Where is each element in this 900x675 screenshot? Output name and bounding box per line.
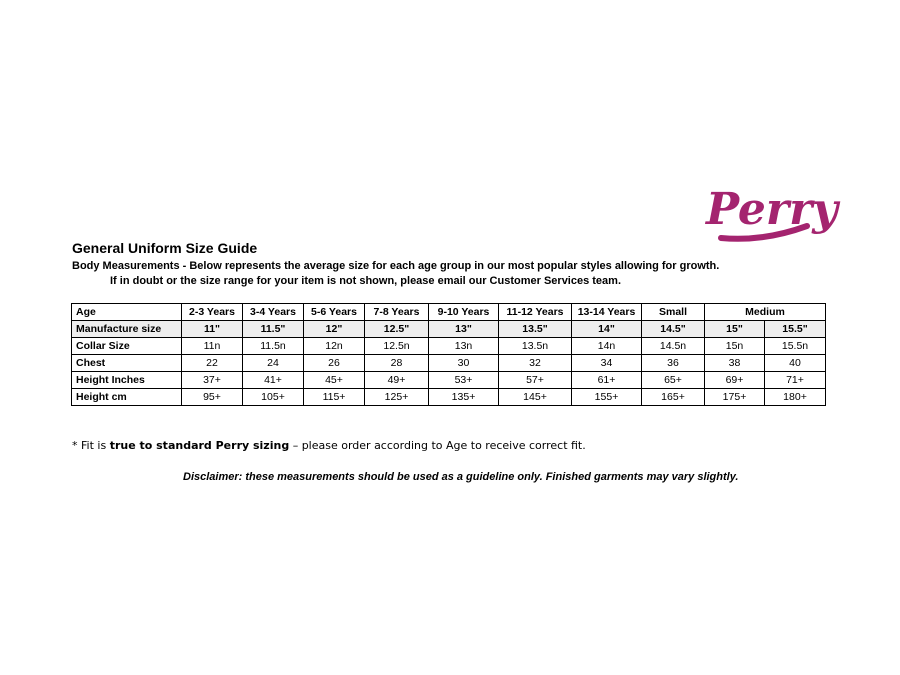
- table-cell: 28: [365, 355, 429, 372]
- table-cell: 11n: [182, 338, 243, 355]
- table-cell: 135+: [429, 389, 499, 406]
- row-label: Age: [72, 304, 182, 321]
- table-cell: 12.5n: [365, 338, 429, 355]
- table-cell: 14n: [572, 338, 642, 355]
- table-cell: 11.5n: [243, 338, 304, 355]
- table-cell: 36: [642, 355, 705, 372]
- header-cell: 3-4 Years: [243, 304, 304, 321]
- table-cell: 71+: [765, 372, 826, 389]
- header-cell: 13-14 Years: [572, 304, 642, 321]
- table-row-height-inches: [72, 372, 826, 389]
- header-cell: 5-6 Years: [304, 304, 365, 321]
- table-cell: 11.5": [243, 321, 304, 338]
- disclaimer: Disclaimer: these measurements should be used as a guideline only. Finished garments may vary slightly.: [183, 471, 739, 483]
- fit-note: [72, 439, 586, 452]
- page-title: General Uniform Size Guide: [72, 240, 258, 256]
- table-cell: 37+: [182, 372, 243, 389]
- table-row-manufacture-size: [72, 321, 826, 338]
- fit-note-prefix: * Fit is: [72, 439, 110, 452]
- table-cell: 15": [705, 321, 765, 338]
- table-cell: 180+: [765, 389, 826, 406]
- table-cell: 15n: [705, 338, 765, 355]
- table-cell: 24: [243, 355, 304, 372]
- table-cell: 14.5": [642, 321, 705, 338]
- row-label: Collar Size: [72, 338, 182, 355]
- table-cell: 165+: [642, 389, 705, 406]
- table-cell: 125+: [365, 389, 429, 406]
- header-cell: 2-3 Years: [182, 304, 243, 321]
- table-row-collar-size: [72, 338, 826, 355]
- table-cell: 61+: [572, 372, 642, 389]
- table-cell: 95+: [182, 389, 243, 406]
- table-cell: 26: [304, 355, 365, 372]
- table-cell: 49+: [365, 372, 429, 389]
- row-label: Height Inches: [72, 372, 182, 389]
- fit-note-suffix: – please order according to Age to receive correct fit.: [289, 439, 586, 452]
- table-row-height-cm: [72, 389, 826, 406]
- table-cell: 13.5n: [499, 338, 572, 355]
- intro-line-1: Body Measurements - Below represents the average size for each age group in our most popular styles allowing for growth.: [72, 260, 720, 272]
- header-cell: 7-8 Years: [365, 304, 429, 321]
- table-cell: 175+: [705, 389, 765, 406]
- table-cell: 34: [572, 355, 642, 372]
- row-label: Chest: [72, 355, 182, 372]
- perry-logo-image: [703, 172, 838, 250]
- header-cell: Medium: [705, 304, 826, 321]
- size-table: [71, 303, 826, 406]
- logo-wordmark: Perry: [706, 184, 838, 235]
- table-cell: 12": [304, 321, 365, 338]
- table-cell: 13.5": [499, 321, 572, 338]
- header-cell: Small: [642, 304, 705, 321]
- table-cell: 13": [429, 321, 499, 338]
- perry-logo: [703, 172, 838, 250]
- row-label: Height cm: [72, 389, 182, 406]
- table-cell: 145+: [499, 389, 572, 406]
- table-cell: 40: [765, 355, 826, 372]
- table-cell: 30: [429, 355, 499, 372]
- row-label: Manufacture size: [72, 321, 182, 338]
- table-cell: 69+: [705, 372, 765, 389]
- table-cell: 15.5n: [765, 338, 826, 355]
- header-cell: 11-12 Years: [499, 304, 572, 321]
- table-cell: 12n: [304, 338, 365, 355]
- table-cell: 15.5": [765, 321, 826, 338]
- table-cell: 57+: [499, 372, 572, 389]
- table-cell: 13n: [429, 338, 499, 355]
- table-cell: 65+: [642, 372, 705, 389]
- table-cell: 38: [705, 355, 765, 372]
- intro-line-2: If in doubt or the size range for your item is not shown, please email our Customer Services team.: [110, 275, 622, 287]
- table-row-age: [72, 304, 826, 321]
- table-cell: 14.5n: [642, 338, 705, 355]
- table-cell: 53+: [429, 372, 499, 389]
- table-cell: 41+: [243, 372, 304, 389]
- table-row-chest: [72, 355, 826, 372]
- table-cell: 115+: [304, 389, 365, 406]
- header-cell: 9-10 Years: [429, 304, 499, 321]
- table-cell: 12.5": [365, 321, 429, 338]
- table-cell: 22: [182, 355, 243, 372]
- table-cell: 14": [572, 321, 642, 338]
- table-cell: 45+: [304, 372, 365, 389]
- table-cell: 105+: [243, 389, 304, 406]
- table-cell: 11": [182, 321, 243, 338]
- table-cell: 32: [499, 355, 572, 372]
- table-cell: 155+: [572, 389, 642, 406]
- fit-note-emphasis: true to standard Perry sizing: [109, 439, 290, 452]
